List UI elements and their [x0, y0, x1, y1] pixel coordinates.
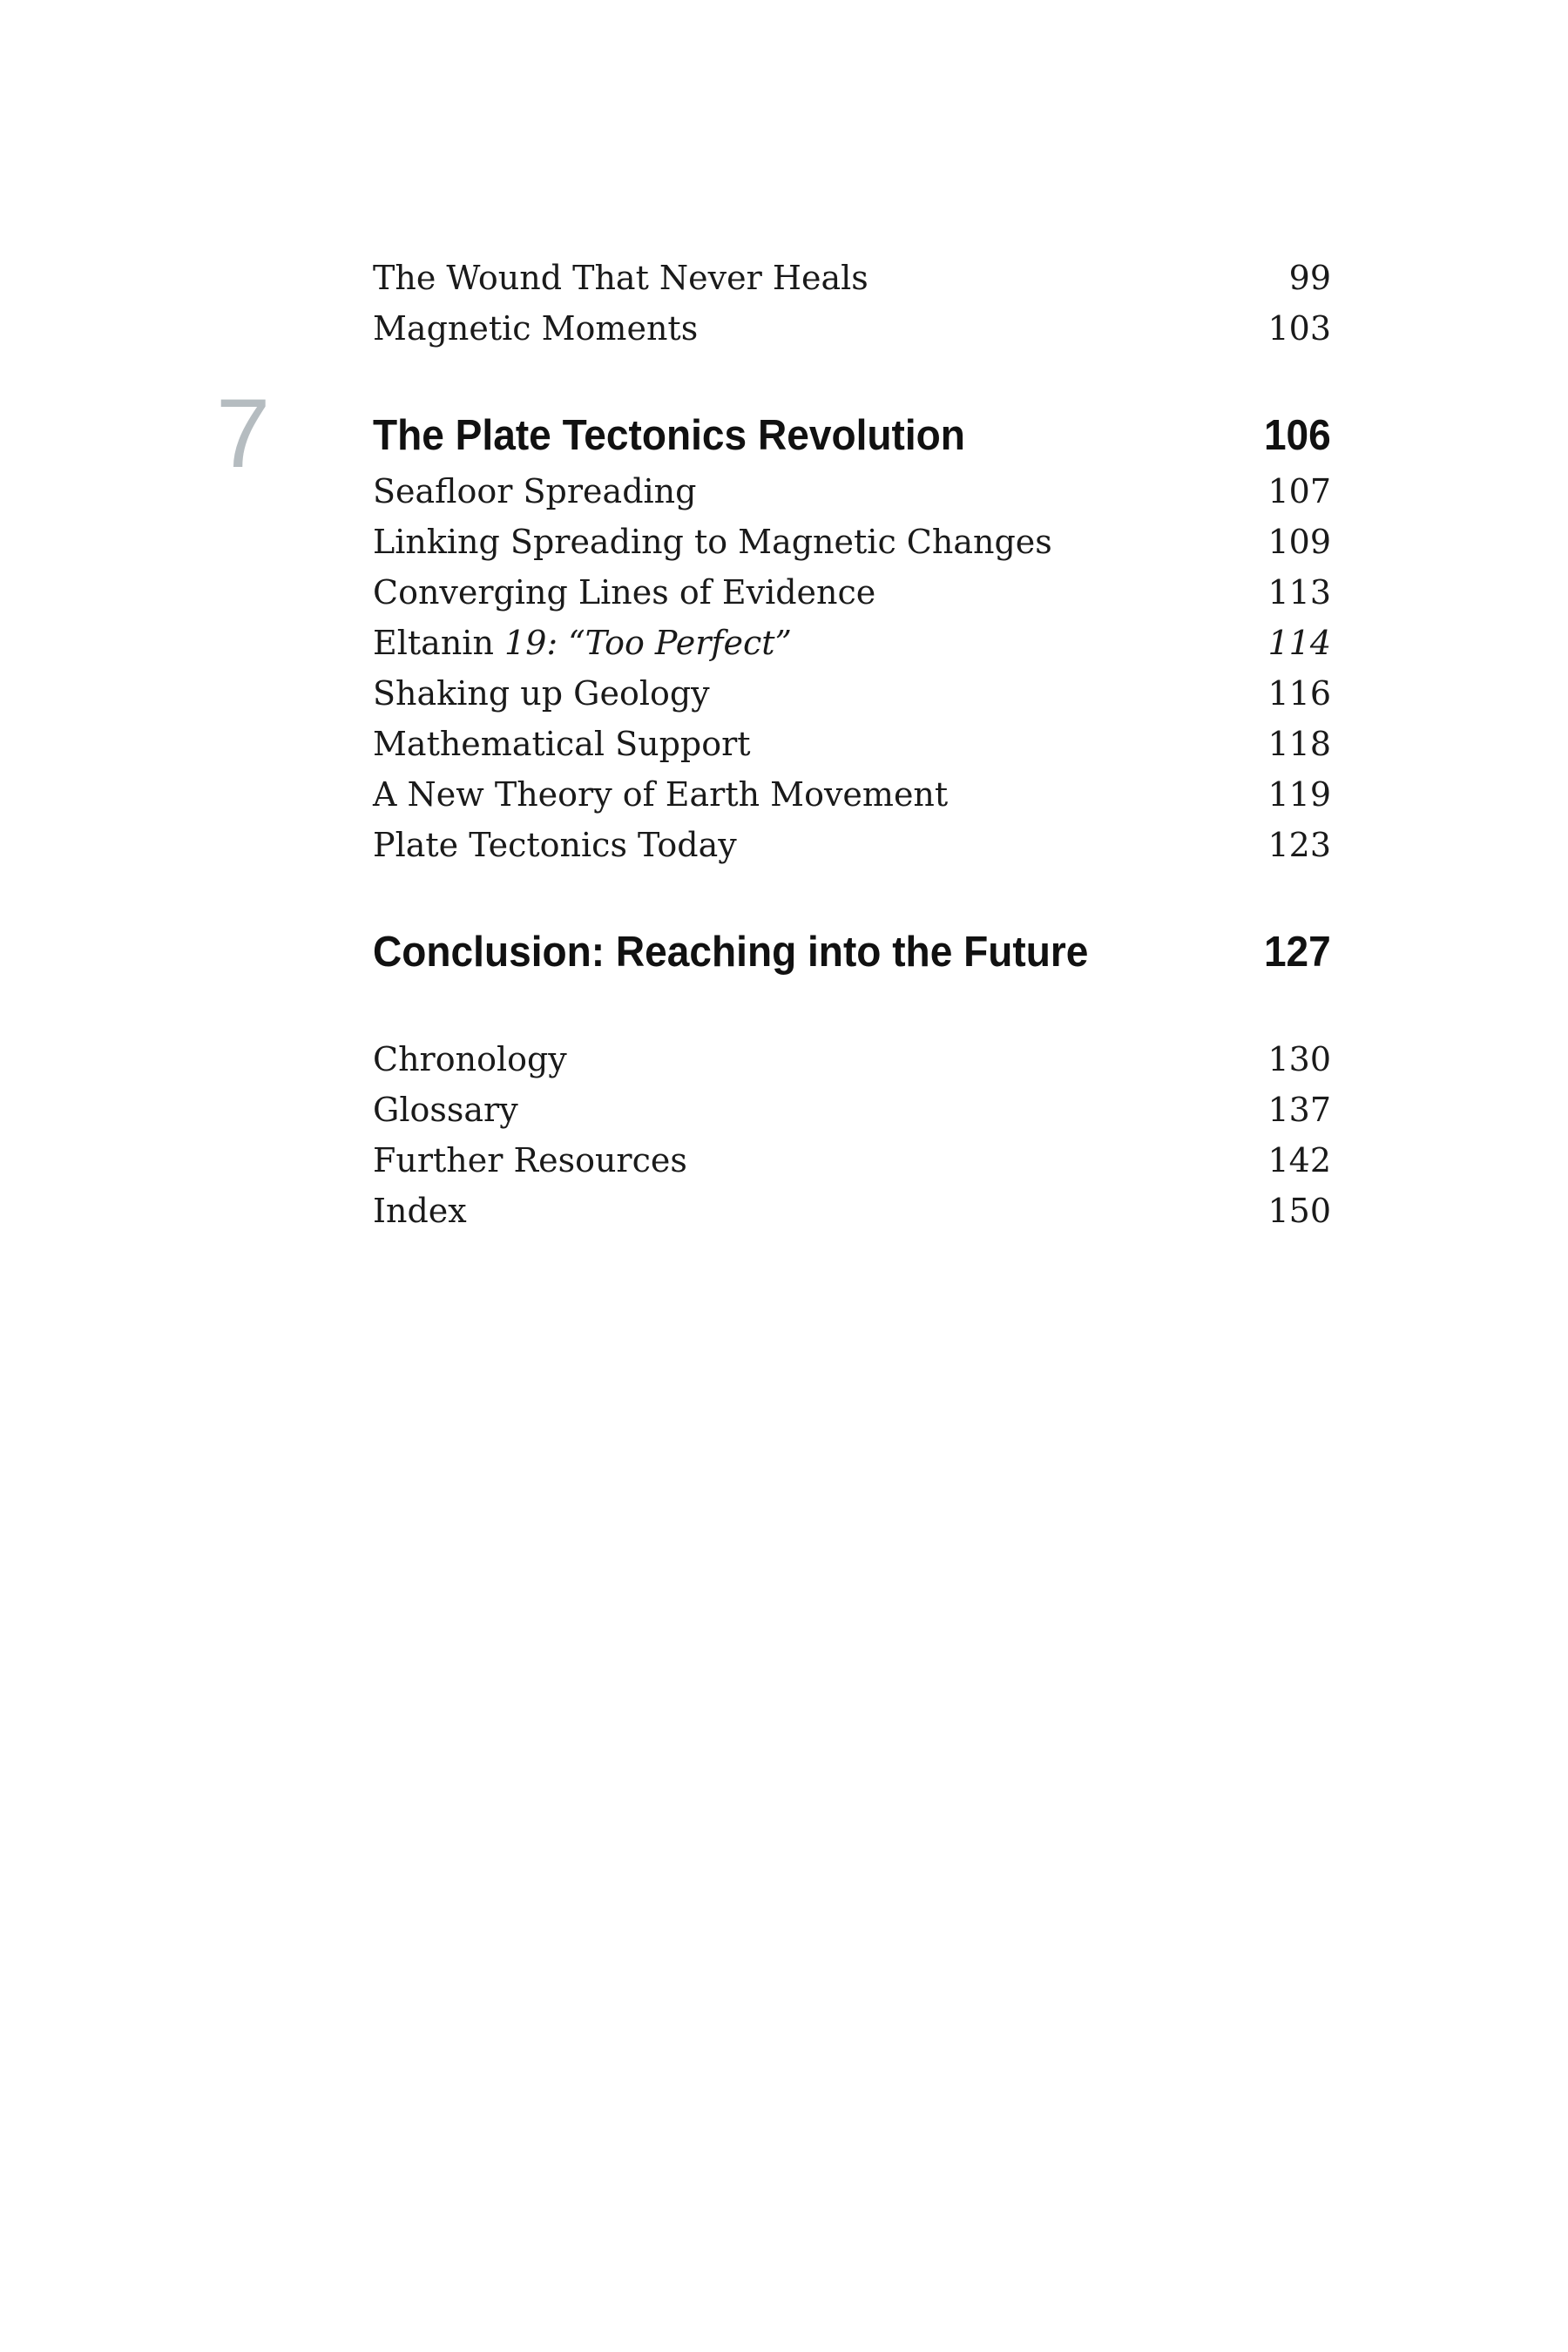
- toc-entry-page: 137: [1267, 1091, 1331, 1129]
- toc-entry-page: 142: [1267, 1141, 1331, 1179]
- toc-entry-page: 114: [1267, 624, 1331, 662]
- toc-entry: [373, 1135, 1331, 1186]
- toc-entry-title: Plate Tectonics Today: [373, 826, 737, 864]
- toc-entry-title: Shaking up Geology: [373, 674, 710, 713]
- toc-entry: [373, 253, 1331, 303]
- toc-entry-title: Glossary: [373, 1091, 518, 1129]
- toc-entry-page: 119: [1267, 775, 1331, 814]
- toc-entry-page: 116: [1267, 674, 1331, 713]
- toc-entry-page: 103: [1267, 309, 1331, 348]
- toc-entry-page: 109: [1267, 523, 1331, 561]
- toc-entry: [373, 466, 1331, 517]
- toc-entry-title: A New Theory of Earth Movement: [373, 775, 949, 814]
- conclusion-heading: [373, 922, 1331, 983]
- toc-entry-page: 99: [1288, 259, 1331, 297]
- toc-entry-title: [373, 618, 792, 668]
- toc-entry-title-italic: 19: “Too Perfect”: [504, 624, 792, 662]
- toc-entry: [373, 1186, 1331, 1236]
- toc-entry: [373, 618, 1331, 668]
- toc-entry-title: Linking Spreading to Magnetic Changes: [373, 523, 1052, 561]
- toc-entry-page: 150: [1267, 1192, 1331, 1230]
- toc-entry-page: 113: [1267, 573, 1331, 612]
- toc-entry-title: Further Resources: [373, 1141, 687, 1179]
- toc-entry: [373, 567, 1331, 618]
- chapter-page: 106: [1263, 412, 1331, 459]
- toc-entry: [373, 1034, 1331, 1085]
- conclusion-title: Conclusion: Reaching into the Future: [373, 929, 1089, 976]
- toc-entry: [373, 517, 1331, 567]
- toc-entry-page: 107: [1267, 472, 1331, 510]
- toc-entry-page: 123: [1267, 826, 1331, 864]
- toc-entry-title: Chronology: [373, 1040, 567, 1078]
- toc-entry-title: Index: [373, 1192, 467, 1230]
- toc-entry-title: Seafloor Spreading: [373, 472, 697, 510]
- toc-entry-page: 130: [1267, 1040, 1331, 1078]
- toc-entry: [373, 769, 1331, 820]
- toc-entry: [373, 719, 1331, 769]
- chapter-heading: [373, 405, 1331, 466]
- toc-entry: [373, 668, 1331, 719]
- toc-entry-page: 118: [1267, 725, 1331, 763]
- toc-entry-title: The Wound That Never Heals: [373, 259, 868, 297]
- toc-entry-title: Magnetic Moments: [373, 309, 699, 348]
- toc-entry: [373, 820, 1331, 870]
- toc-entry-title: Converging Lines of Evidence: [373, 573, 876, 612]
- conclusion-page: 127: [1263, 929, 1331, 976]
- toc-entry: [373, 1085, 1331, 1135]
- toc-entry-title-roman: Eltanin: [373, 624, 494, 662]
- chapter-title: The Plate Tectonics Revolution: [373, 412, 965, 459]
- toc-entry-title: Mathematical Support: [373, 725, 751, 763]
- chapter-number: 7: [216, 379, 271, 488]
- toc-entry: [373, 303, 1331, 354]
